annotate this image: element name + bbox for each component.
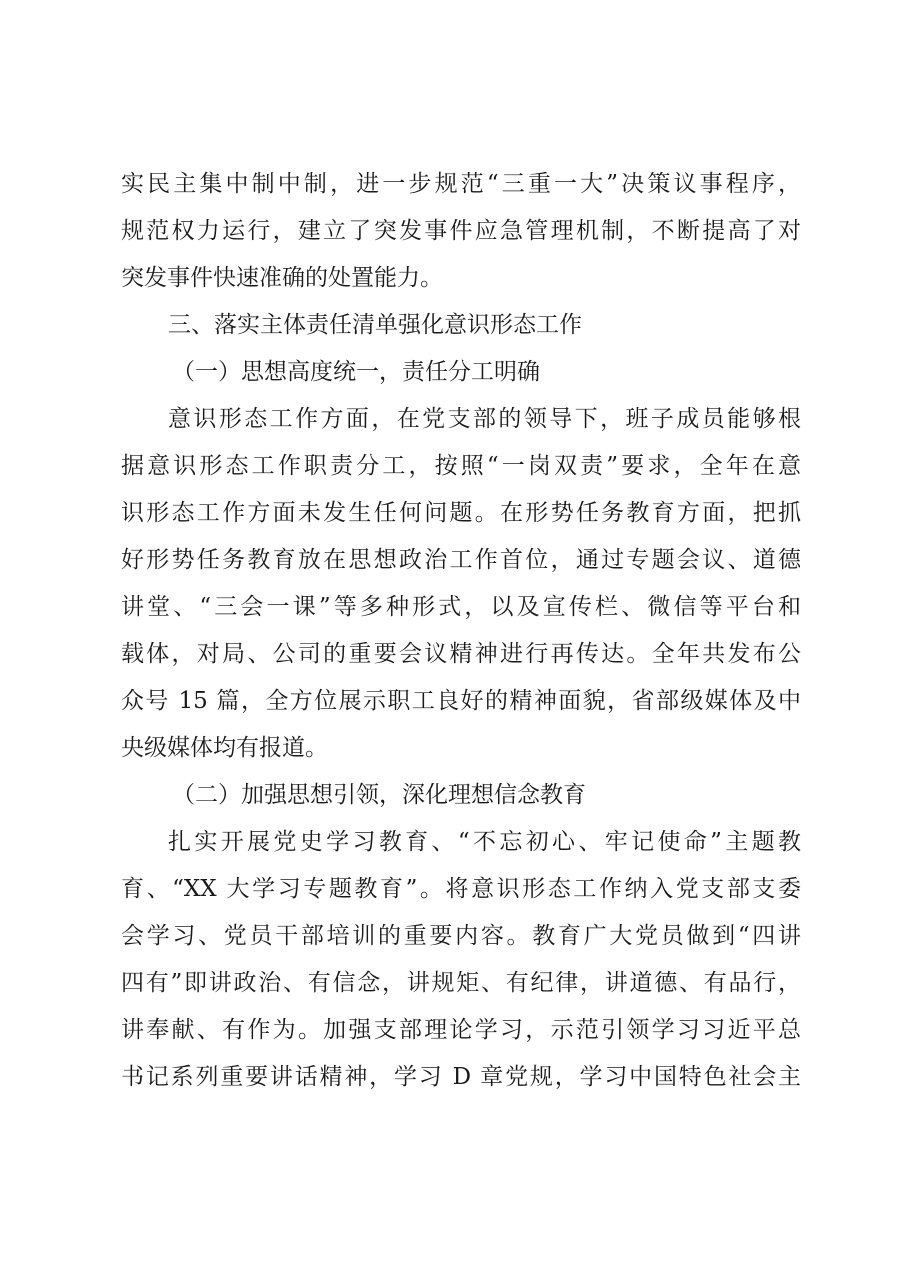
text-line: 央级媒体均有报道。 [121,735,328,761]
text-line: 好形势任务教育放在思想政治工作首位，通过专题会议、道德 [121,547,801,573]
text-line: 四有”即讲政治、有信念，讲规矩、有纪律，讲道德、有品行， [121,970,801,996]
text-line: 讲堂、“三会一课”等多种形式，以及宣传栏、微信等平台和 [121,594,801,620]
text-line: 识形态工作方面未发生任何问题。在形势任务教育方面，把抓 [121,500,801,526]
section-heading: 三、落实主体责任清单强化意识形态工作 [168,312,582,338]
subsection-heading: （一）思想高度统一，责任分工明确 [172,359,540,385]
text-line: 讲奉献、有作为。加强支部理论学习，示范引领学习习近平总 [121,1017,801,1043]
text-line: 育、“XX 大学习专题教育”。将意识形态工作纳入党支部支委 [121,876,801,902]
text-line: 实民主集中制中制，进一步规范“三重一大”决策议事程序， [121,171,801,197]
text-line: 载体，对局、公司的重要会议精神进行再传达。全年共发布公 [121,641,801,667]
subsection-heading: （二）加强思想引领，深化理想信念教育 [172,782,586,808]
text-line: 书记系列重要讲话精神，学习 D 章党规，学习中国特色社会主 [121,1064,801,1090]
text-line: 据意识形态工作职责分工，按照“一岗双责”要求，全年在意 [121,453,801,479]
text-line: 扎实开展党史学习教育、“不忘初心、牢记使命”主题教 [168,829,801,855]
text-line: 意识形态工作方面，在党支部的领导下，班子成员能够根 [168,406,801,432]
text-line: 规范权力运行，建立了突发事件应急管理机制，不断提高了对 [121,218,801,244]
text-line: 会学习、党员干部培训的重要内容。教育广大党员做到“四讲 [121,923,801,949]
text-line: 突发事件快速准确的处置能力。 [121,265,443,291]
text-line: 众号 15 篇，全方位展示职工良好的精神面貌，省部级媒体及中 [121,688,801,714]
